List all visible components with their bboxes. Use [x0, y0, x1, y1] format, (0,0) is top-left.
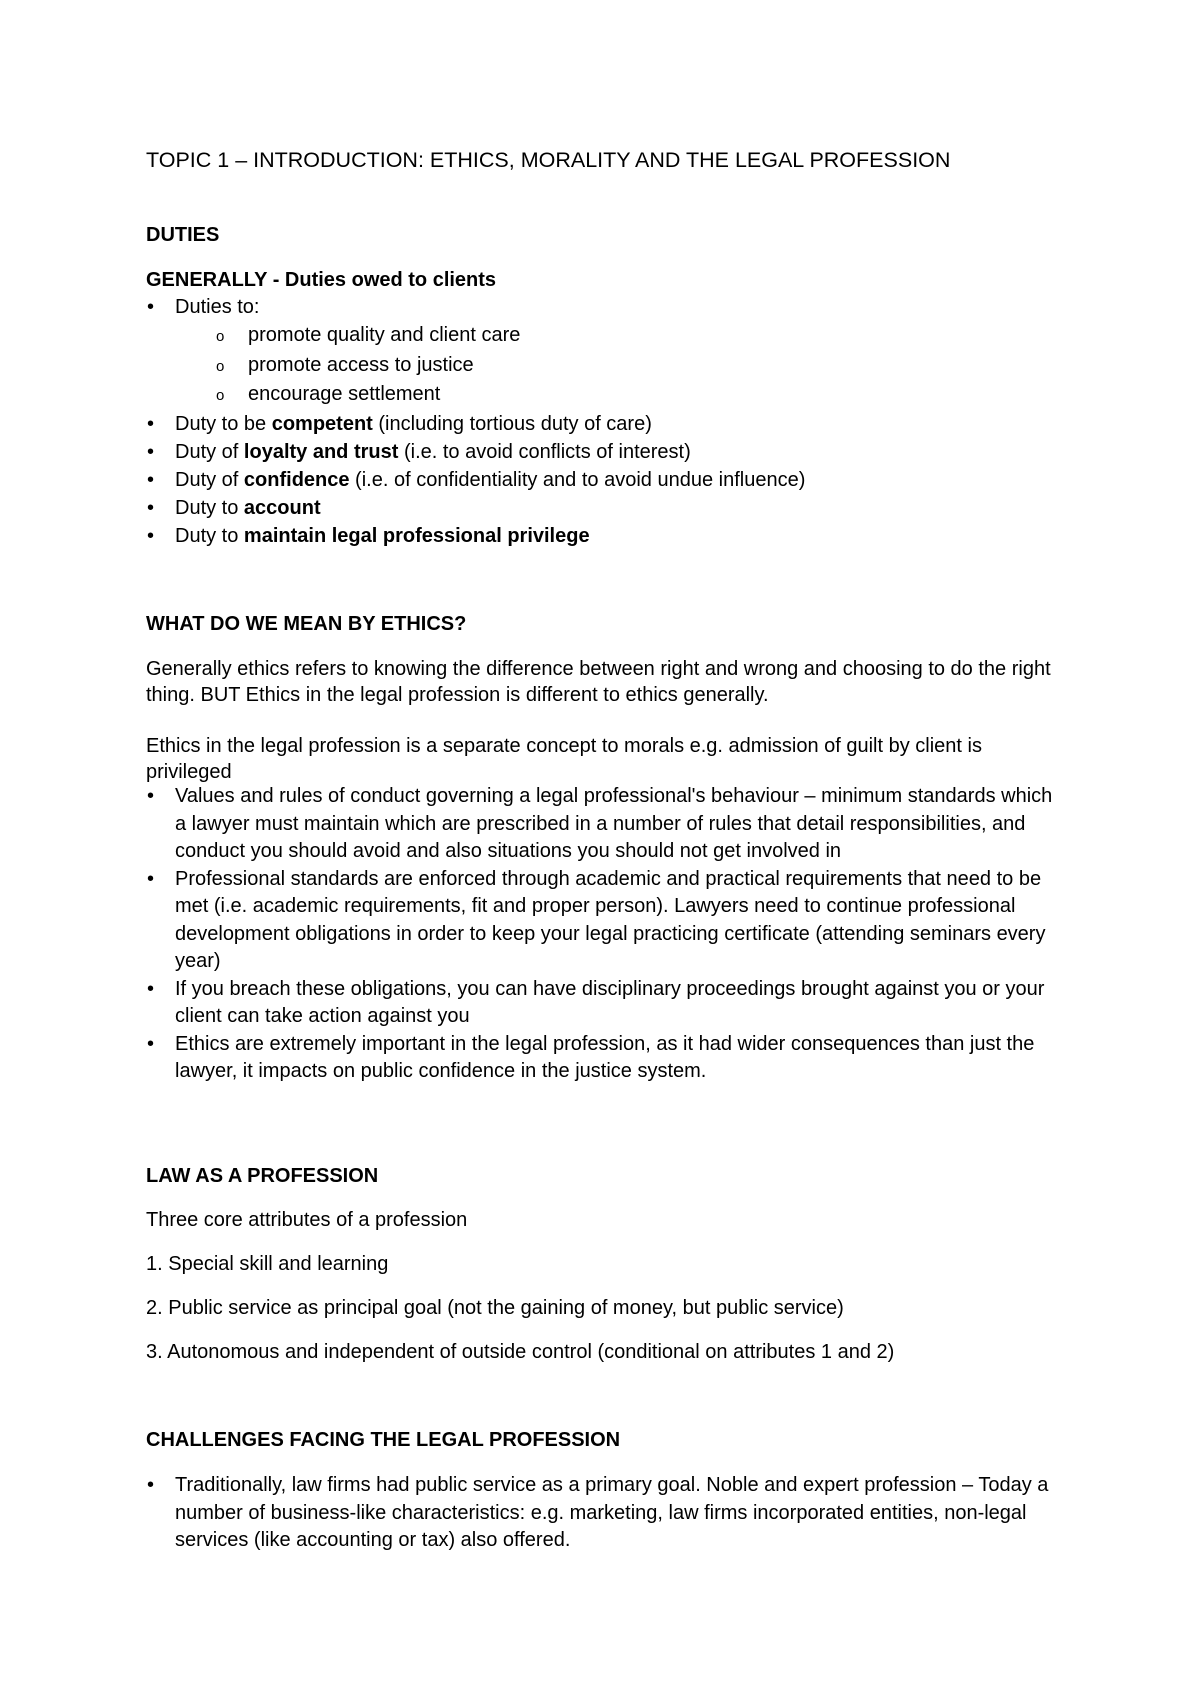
- sub-list-item: o encourage settlement: [175, 380, 1066, 410]
- law-profession-intro: Three core attributes of a profession: [146, 1209, 468, 1231]
- sub-list-item: o promote access to justice: [175, 351, 1066, 381]
- list-item: 1. Special skill and learning: [146, 1253, 389, 1275]
- duty-text: Duty to: [175, 496, 244, 519]
- challenges-heading: CHALLENGES FACING THE LEGAL PROFESSION: [146, 1429, 621, 1451]
- duties-list: [146, 293, 1066, 550]
- ethics-heading: WHAT DO WE MEAN BY ETHICS?: [146, 613, 467, 635]
- law-profession-heading: LAW AS A PROFESSION: [146, 1165, 379, 1187]
- duties-heading: DUTIES: [146, 224, 220, 246]
- duty-text: (i.e. of confidentiality and to avoid undue influence): [349, 468, 806, 491]
- list-item: • Traditionally, law firms had public service as a primary goal. Noble and expert profession – Today a number of business-like characteristics: e.g. marketing, law firms incorporated entities, non-legal services (like accounting or tax) also offered.: [146, 1472, 1066, 1555]
- list-item: [146, 494, 1066, 522]
- duty-key-term: loyalty and trust: [243, 440, 399, 463]
- duty-text: (i.e. to avoid conflicts of interest): [398, 440, 691, 463]
- duty-text: Duty to be: [175, 412, 272, 435]
- list-item: 2. Public service as principal goal (not the gaining of money, but public service): [146, 1297, 844, 1319]
- sub-list-item: o promote quality and client care: [175, 321, 1066, 351]
- duty-key-term: confidence: [243, 468, 350, 491]
- duty-key-term: account: [243, 496, 321, 519]
- list-item: • Values and rules of conduct governing a legal professional's behaviour – minimum standards which a lawyer must maintain which are prescribed in a number of rules that detail responsibilities, and conduct you should avoid and also situations you should not get involved in: [146, 783, 1066, 866]
- duty-text: Duty of: [175, 440, 244, 463]
- list-item: 3. Autonomous and independent of outside control (conditional on attributes 1 and 2): [146, 1341, 895, 1363]
- ethics-paragraph: Generally ethics refers to knowing the difference between right and wrong and choosing to do the right thing. BUT Ethics in the legal profession is different to ethics generally.: [146, 658, 1051, 706]
- duties-to-label: Duties to:: [175, 296, 260, 318]
- duty-key-term: competent: [271, 412, 373, 435]
- duties-subheading: GENERALLY - Duties owed to clients: [146, 269, 497, 291]
- duties-sublist: [175, 321, 1066, 410]
- duty-text: Duty of: [175, 468, 244, 491]
- list-item: [146, 410, 1066, 438]
- list-item: [146, 293, 1066, 410]
- list-item: • Ethics are extremely important in the legal profession, as it had wider consequences than just the lawyer, it impacts on public confidence in the justice system.: [146, 1031, 1066, 1086]
- ethics-list: [146, 783, 1066, 1086]
- duty-key-term: maintain legal professional privilege: [243, 524, 590, 547]
- list-item: [146, 466, 1066, 494]
- attributes-list: [146, 1251, 1066, 1383]
- list-item: [146, 438, 1066, 466]
- duty-text: (including tortious duty of care): [372, 412, 652, 435]
- list-item: • If you breach these obligations, you can have disciplinary proceedings brought against you or your client can take action against you: [146, 976, 1066, 1031]
- list-item: • Professional standards are enforced through academic and practical requirements that need to be met (i.e. academic requirements, fit and proper person). Lawyers need to continue professional development obligations in order to keep your legal practicing certificate (attending seminars every year): [146, 866, 1066, 976]
- document-title: TOPIC 1 – INTRODUCTION: ETHICS, MORALITY AND THE LEGAL PROFESSION: [146, 148, 951, 172]
- duty-text: Duty to: [175, 524, 244, 547]
- list-item: [146, 522, 1066, 550]
- challenges-list: [146, 1472, 1066, 1555]
- ethics-paragraph: Ethics in the legal profession is a separate concept to morals e.g. admission of guilt by client is privileged: [146, 735, 982, 783]
